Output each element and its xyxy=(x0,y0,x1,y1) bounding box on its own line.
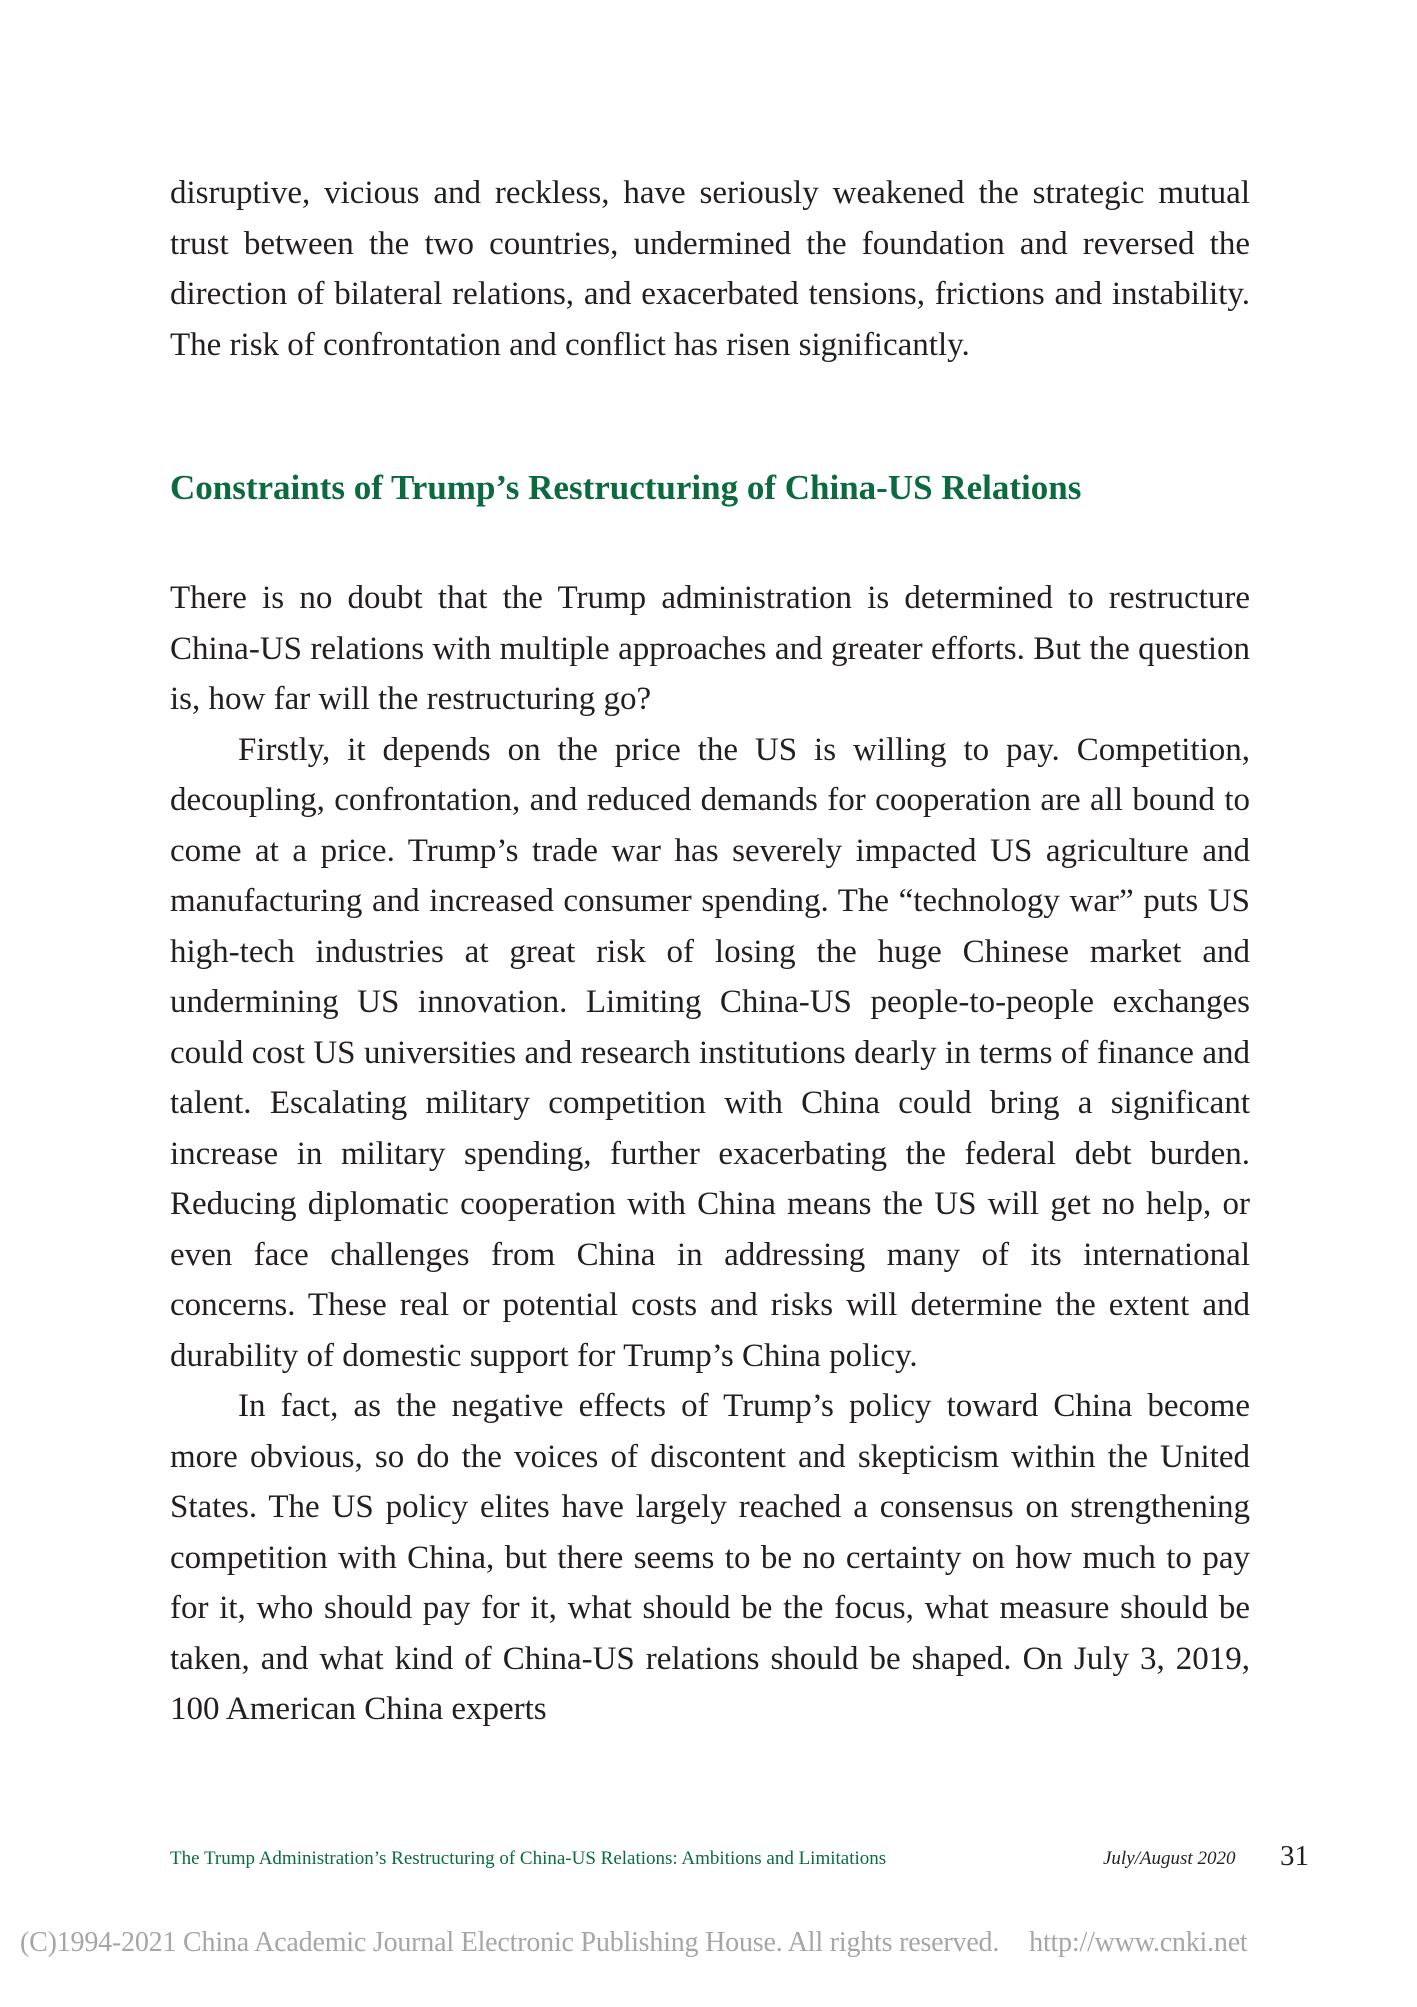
body-paragraph-2: Firstly, it depends on the price the US is willing to pay. Competition, decoupling, confrontation, and reduced demands for cooperation are all bound to come at a price. Trump’s trade war has severely impacted US agriculture and manufacturing and increased consumer spending. The “technology war” puts US high-tech industries at great risk of losing the huge Chinese market and undermining US innovation. Limiting China-US people-to-people exchanges could cost US universities and research institutions dearly in terms of finance and talent. Escalating military competition with China could bring a significant increase in military spending, further exacerbating the federal debt burden. Reducing diplomatic cooperation with China means the US will get no help, or even face challenges from China in addressing many of its international concerns. These real or potential costs and risks will determine the extent and durability of domestic support for Trump’s China policy. xyxy=(170,731,1250,1374)
running-title: The Trump Administration’s Restructuring of China-US Relations: Ambitions and Limitations xyxy=(170,1848,887,1869)
watermark-url: http://www.cnki.net xyxy=(1029,1927,1248,1958)
page-number: 31 xyxy=(1280,1840,1309,1872)
opening-paragraph: disruptive, vicious and reckless, have seriously weakened the strategic mutual trust between the two countries, undermined the foundation and reversed the direction of bilateral relations, and exacerbated tensions, frictions and instability. The risk of confrontation and conflict has risen significantly. xyxy=(170,175,1250,363)
body-paragraph-3: In fact, as the negative effects of Trump’s policy toward China become more obvious, so do the voices of discontent and skepticism within the United States. The US policy elites have largely reached a consensus on strengthening competition with China, but there seems to be no certainty on how much to pay for it, who should pay for it, what should be the focus, what measure should be taken, and what kind of China-US relations should be shaped. On July 3, 2019, 100 American China experts xyxy=(170,1388,1250,1727)
body-paragraph-1: There is no doubt that the Trump administration is determined to restructure China-US relations with multiple approaches and greater efforts. But the question is, how far will the restructuring go? xyxy=(170,580,1250,717)
opening-text-block xyxy=(170,168,1250,370)
section-heading: Constraints of Trump’s Restructuring of China-US Relations xyxy=(170,468,1082,507)
page-footer xyxy=(170,1840,1320,1874)
copyright-watermark xyxy=(20,1927,1400,1959)
issue-date: July/August 2020 xyxy=(1103,1848,1236,1869)
copyright-text: (C)1994-2021 China Academic Journal Electronic Publishing House. All rights reserved. xyxy=(20,1927,1000,1958)
section-body xyxy=(170,573,1250,1735)
